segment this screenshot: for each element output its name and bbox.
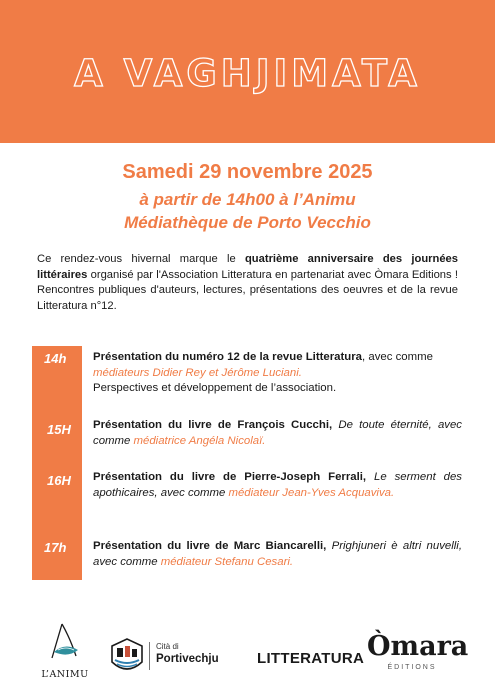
event-date: Samedi 29 novembre 2025 <box>122 161 373 183</box>
schedule-entry-3 <box>93 470 462 501</box>
entry-3-mediators: médiateur Jean-Yves Acquaviva. <box>228 486 395 499</box>
schedule-time-3: 16H <box>47 473 71 488</box>
schedule-time-2: 15H <box>47 422 71 437</box>
animu-label: L’ANIMU <box>41 669 89 680</box>
omara-subtitle: ÉDITIONS <box>387 664 437 671</box>
entry-1-connector: , avec comme <box>362 351 433 363</box>
intro-bold: quatrième anniversaire des journées littéraires <box>37 253 459 281</box>
litteratura-logo: LITTERATURA <box>257 650 365 667</box>
entry-2-mediators: médiatrice Angéla Nicolaï. <box>133 434 266 447</box>
entry-4-title: Présentation du livre de Marc Biancarelli, <box>93 540 327 552</box>
event-place: Médiathèque de Porto Vecchio <box>124 213 371 232</box>
omara-wordmark: Òmara <box>367 631 469 662</box>
entry-1-title: Présentation du numéro 12 de la revue Litteratura <box>93 351 363 363</box>
partner-logos <box>0 620 495 699</box>
intro-text-2: organisé par l'Association Litteratura en partenariat avec Òmara Editions ! Rencontres publiques d'auteurs, lectures, présentations des oeuvres et de la revue Litteratura n°12. <box>37 268 458 312</box>
schedule-time-4: 17h <box>44 540 67 555</box>
schedule-entry-2 <box>93 418 462 449</box>
animu-logo <box>40 620 90 680</box>
entry-3-title: Présentation du livre de Pierre-Joseph Ferrali, <box>93 471 367 483</box>
schedule-time-1: 14h <box>44 351 67 366</box>
logo-separator <box>149 642 150 670</box>
porto-name-label: Portivechju <box>156 653 219 665</box>
entry-2-connector: , avec comme <box>93 419 462 447</box>
schedule-entry-4 <box>93 539 462 570</box>
entry-4-mediators: médiateur Stefanu Cesari. <box>160 555 294 568</box>
header-banner <box>0 0 495 143</box>
entry-1-extra: Perspectives et développement de l’association. <box>93 382 337 394</box>
intro-text-1: Ce rendez-vous hivernal marque le <box>37 253 245 265</box>
animu-leaf-icon <box>40 620 90 666</box>
entry-1-mediators: médiateurs Didier Rey et Jérôme Luciani. <box>93 366 302 379</box>
city-crest-icon <box>108 636 146 676</box>
porto-small-label: Cità di <box>156 642 179 651</box>
entry-3-book: Le serment des apothicaires <box>93 471 462 499</box>
entry-2-book: De toute éternité <box>332 419 429 431</box>
event-time: à partir de 14h00 à l’Animu <box>139 190 356 209</box>
entry-2-title: Présentation du livre de François Cucchi, <box>93 419 333 431</box>
portivechju-logo <box>108 636 238 676</box>
entry-4-connector: , avec comme <box>93 540 462 568</box>
entry-3-connector: , avec comme <box>154 486 229 499</box>
event-title: A VAGHJIMATA <box>74 52 421 95</box>
intro-paragraph <box>37 252 458 314</box>
omara-logo <box>367 631 469 671</box>
entry-4-book: Prighjuneri è altri nuvelli <box>326 540 459 552</box>
schedule-entry-1 <box>93 350 462 397</box>
